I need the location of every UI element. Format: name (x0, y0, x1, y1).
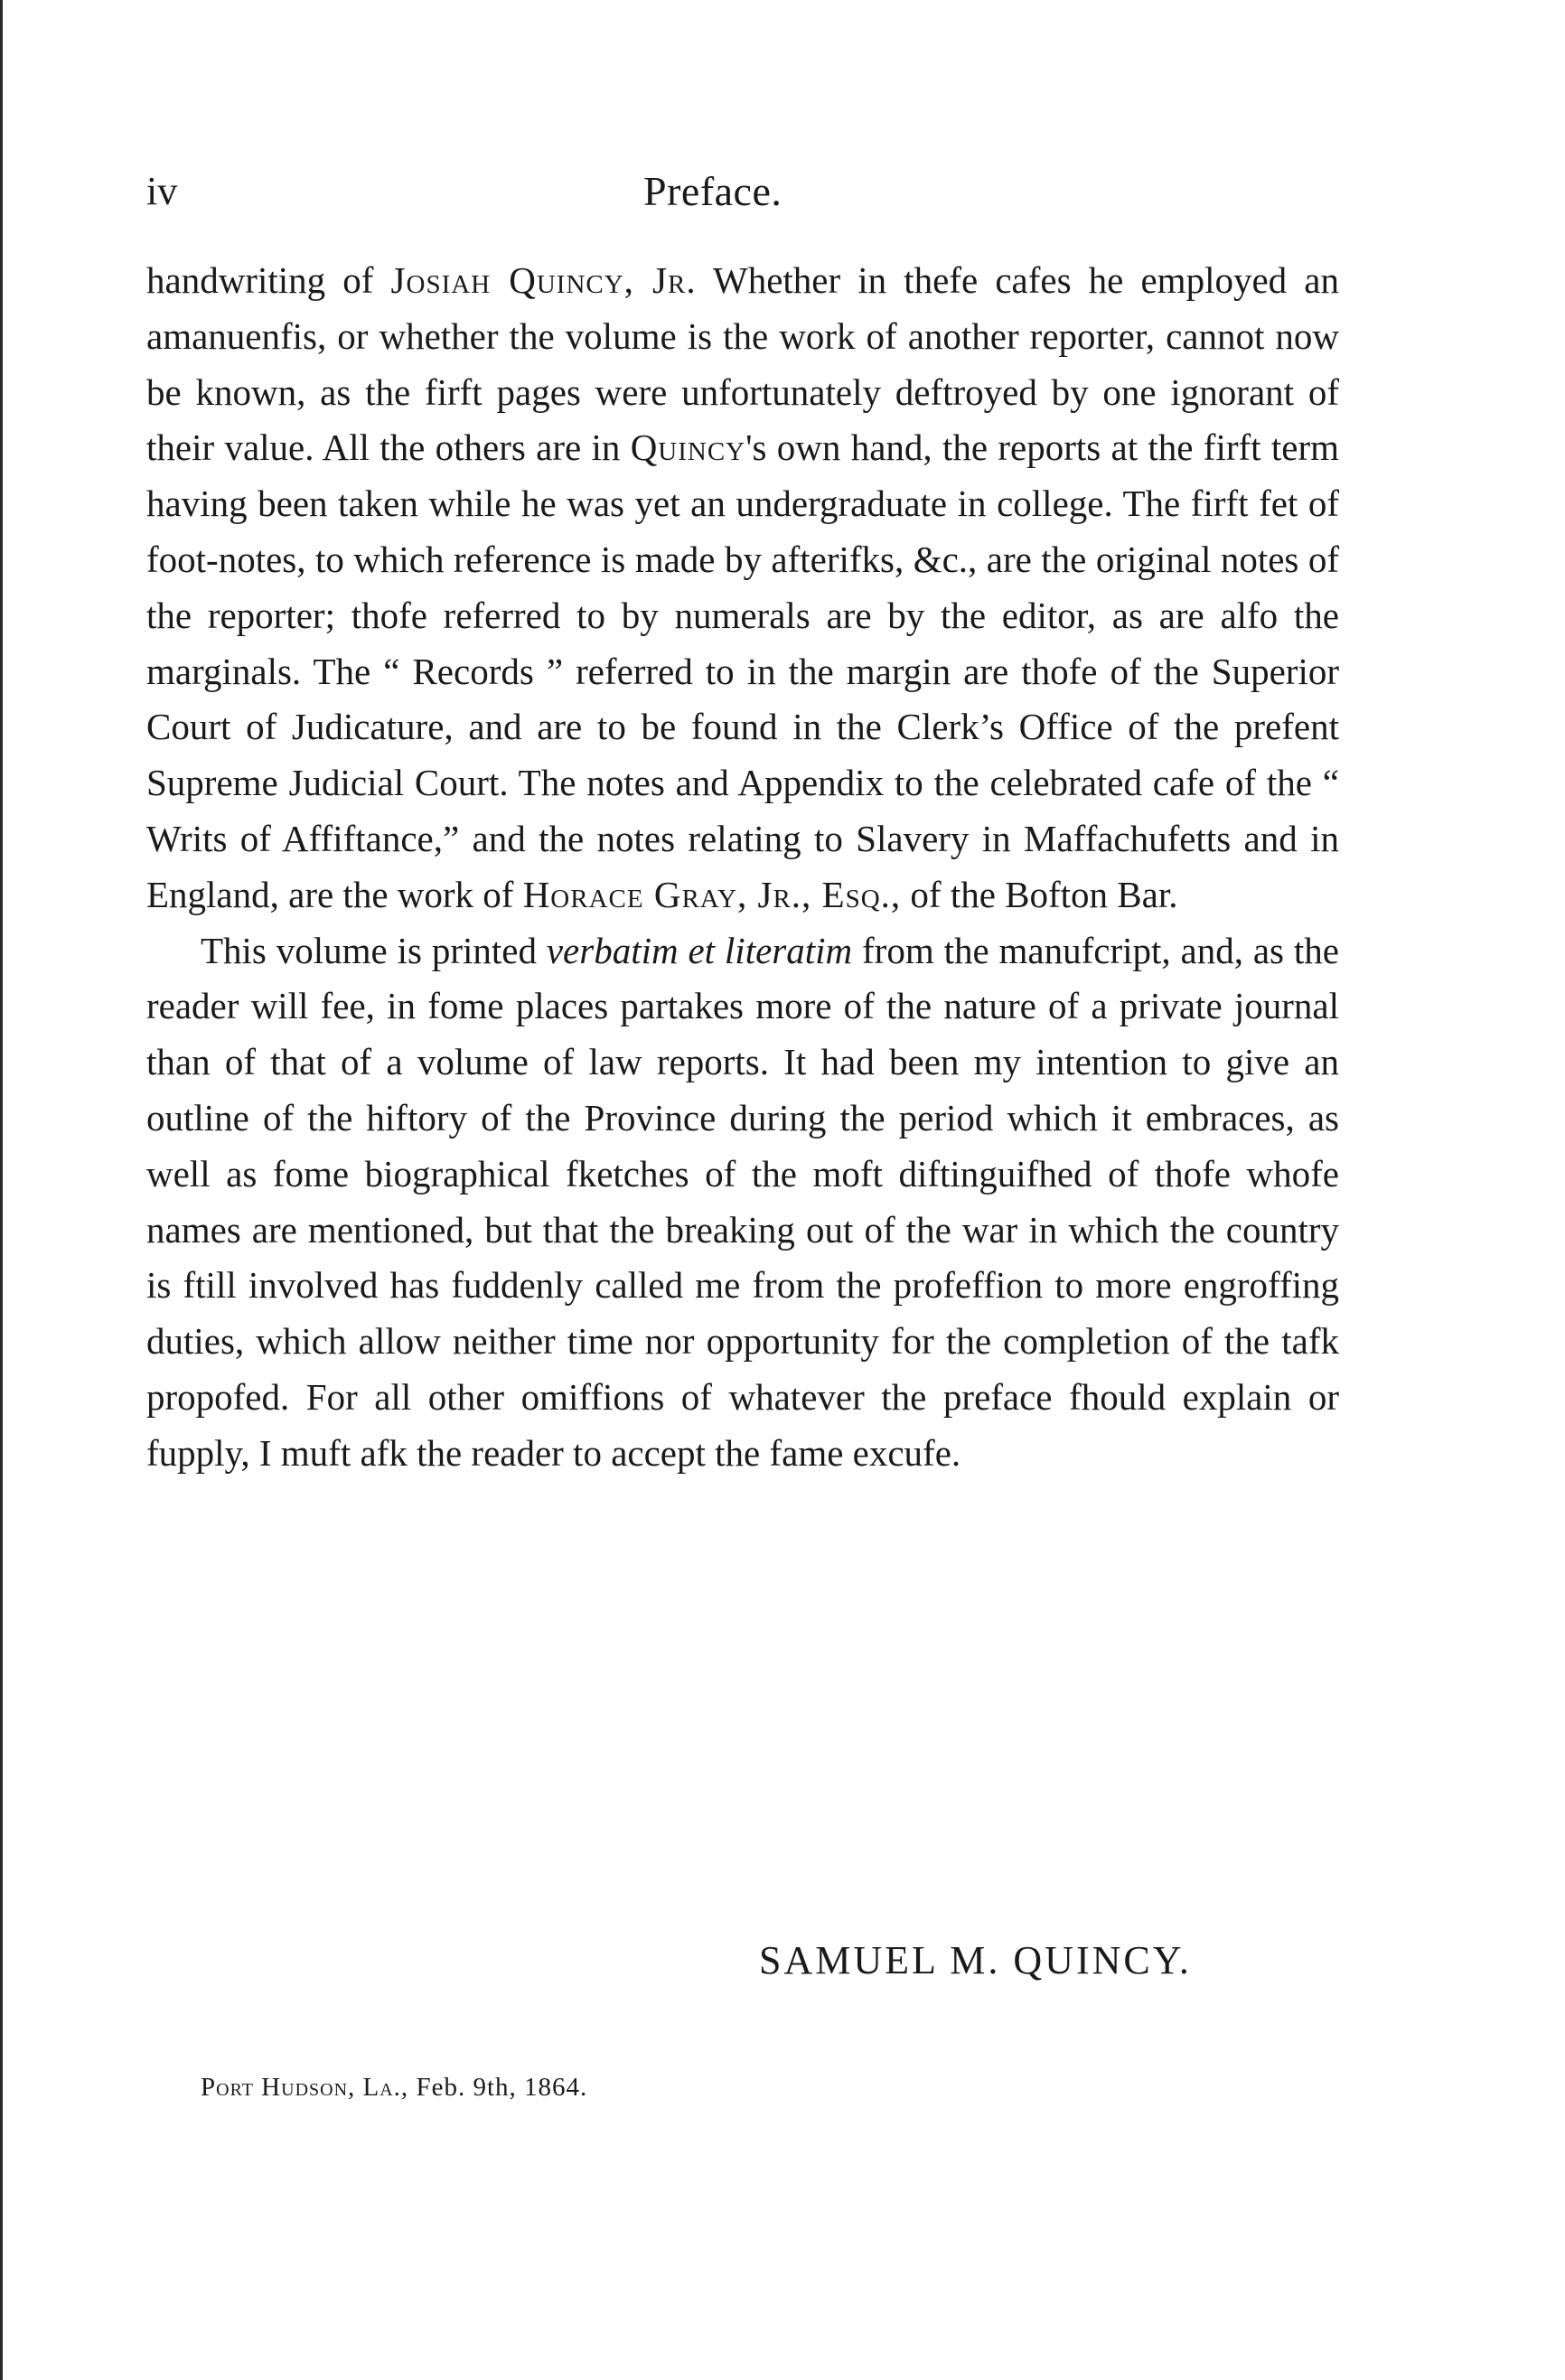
signature: SAMUEL M. QUINCY. (759, 1938, 1192, 1982)
date: Feb. 9th, 1864. (408, 2073, 588, 2102)
paragraph-2-text-a: This volume is printed (201, 929, 547, 971)
page-edge-line (0, 0, 3, 2380)
paragraph-1-text-c: 's own hand, the reports at the firft term having been taken while he was yet an undergraduate in college. The firft fet of foot-notes, to which reference is made by afterifks, &c., are the original notes of the reporter; thofe referred to by numerals are by the editor, as are alfo the marginals. The “ Records ” referred to in the margin are thofe of the Superior Court of Judicature, and are to be found in the Clerk’s Office of the prefent Supreme Judicial Court. The notes and Appendix to the celebrated cafe of the “ Writs of Affiftance,” and the notes relating to Slavery in Maffachufetts and in England, are the work of (146, 426, 1339, 915)
page-number: iv (146, 169, 178, 213)
place: Port Hudson, La., (201, 2073, 409, 2102)
latin-phrase: verbatim et literatim (546, 929, 853, 971)
person-name-josiah-quincy: Josiah Quincy, Jr. (390, 259, 697, 301)
paragraph-1-text-a: handwriting of (146, 259, 391, 301)
paragraph-1-text-d: of the Bofton Bar. (901, 873, 1178, 915)
page-header (146, 164, 1339, 219)
paragraph-1 (146, 253, 1339, 923)
paragraph-2 (146, 923, 1339, 1482)
paragraph-1-text-b: Whether in thefe cafes he employed an amanuenfis, or whether the volume is the work of another reporter, cannot now be known, as the firft pages were unfortunately deftroyed by one ignorant of their value. All the others are in (146, 259, 1339, 469)
paragraph-2-text-b: from the manufcript, and, as the reader will fee, in fome places partakes more of the nature of a private journal than of that of a volume of law reports. It had been my intention to give an outline of the hiftory of the Province during the period which it embraces, as well as fome biographical fketches of the moft diftinguifhed of thofe whofe names are mentioned, but that the breaking out of the war in which the country is ftill involved has fuddenly called me from the profeffion to more engroffing duties, which allow neither time nor opportunity for the completion of the tafk propofed. For all other omiffions of whatever the preface fhould explain or fupply, I muft afk the reader to accept the fame excufe. (146, 929, 1339, 1474)
person-name-quincy: Quincy (630, 426, 746, 469)
preface-body (146, 253, 1339, 1482)
running-title: Preface. (643, 168, 782, 214)
place-date-line (201, 2069, 587, 2105)
person-name-horace-gray: Horace Gray, Jr., Esq., (522, 873, 902, 915)
